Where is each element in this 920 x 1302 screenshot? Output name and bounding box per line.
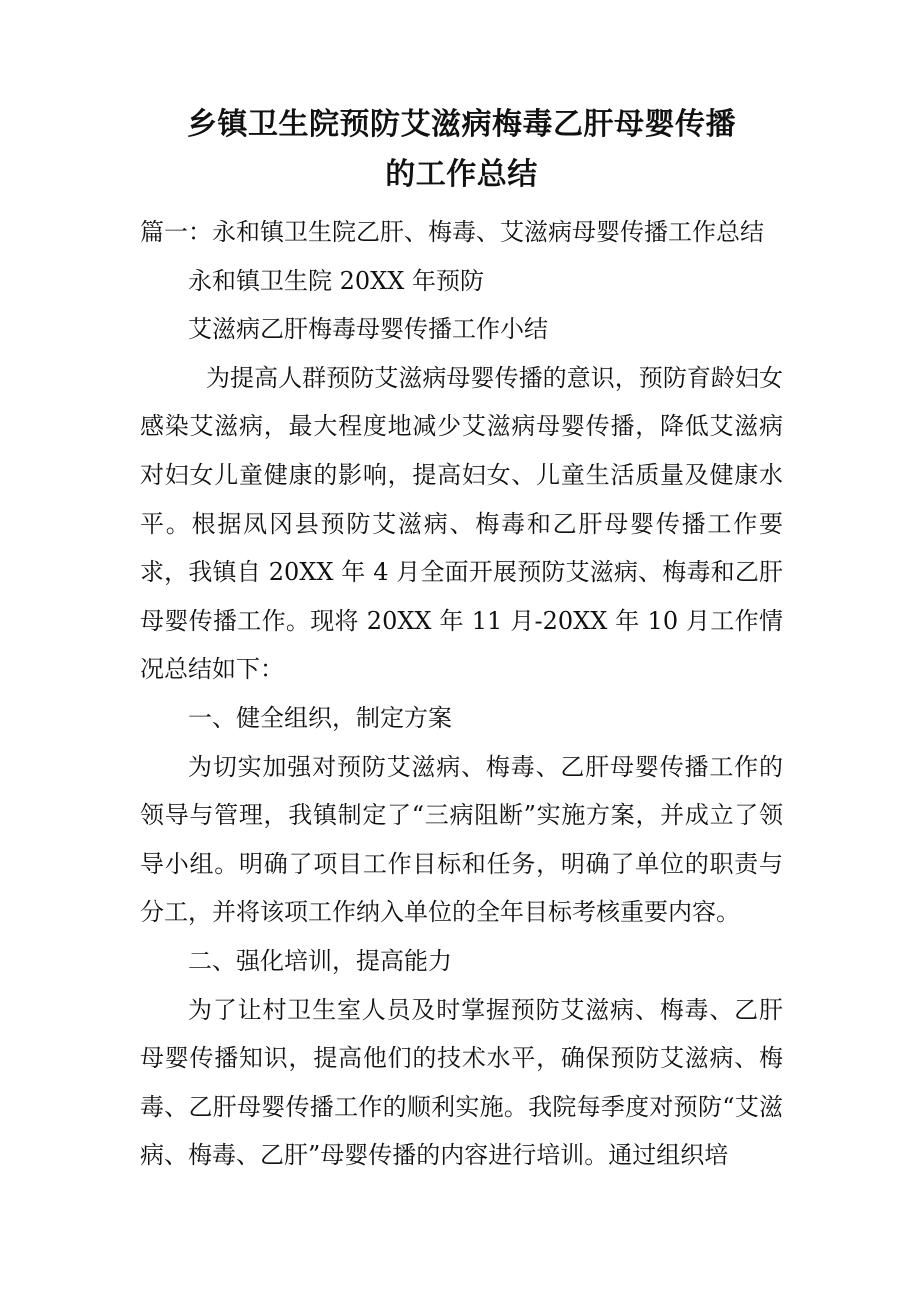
subtitle-line-2: 艾滋病乙肝梅毒母婴传播工作小结: [188, 315, 548, 344]
subtitle-line-1: 永和镇卫生院 20XX 年预防: [188, 266, 484, 295]
heading-training: 二、强化培训，提高能力: [188, 946, 452, 975]
section-heading: 篇一：永和镇卫生院乙肝、梅毒、艾滋病母婴传播工作总结: [140, 218, 764, 246]
paragraph-training: 为了让村卫生室人员及时掌握预防艾滋病、梅毒、乙肝母婴传播知识，提高他们的技术水平，确保预防艾滋病、梅毒、乙肝母婴传播工作的顺利实施。我院每季度对预防“艾滋病、梅毒、乙肝”母婴传播的内容进行培训。通过组织培: [140, 995, 783, 1170]
document-title: [140, 100, 783, 200]
paragraph-organization: 为切实加强对预防艾滋病、梅毒、乙肝母婴传播工作的领导与管理，我镇制定了“三病阻断”实施方案，并成立了领导小组。明确了项目工作目标和任务，明确了单位的职责与分工，并将该项工作纳入单位的全年目标考核重要内容。: [140, 752, 783, 927]
title-line-1: 乡镇卫生院预防艾滋病梅毒乙肝母婴传播: [187, 107, 736, 142]
heading-organization: 一、健全组织，制定方案: [188, 703, 452, 732]
title-line-2: 的工作总结: [385, 157, 538, 192]
intro-paragraph: 为提高人群预防艾滋病母婴传播的意识，预防育龄妇女感染艾滋病，最大程度地减少艾滋病母婴传播，降低艾滋病对妇女儿童健康的影响，提高妇女、儿童生活质量及健康水平。根据凤冈县预防艾滋病、梅毒和乙肝母婴传播工作要求，我镇自 20XX 年 4 月全面开展预防艾滋病、梅毒和乙肝母婴传播工作。现将 20XX 年 11 月-20XX 年 10 月工作情况总结如下：: [140, 363, 783, 684]
document-page: [140, 100, 783, 1180]
document-body: [140, 208, 783, 1180]
